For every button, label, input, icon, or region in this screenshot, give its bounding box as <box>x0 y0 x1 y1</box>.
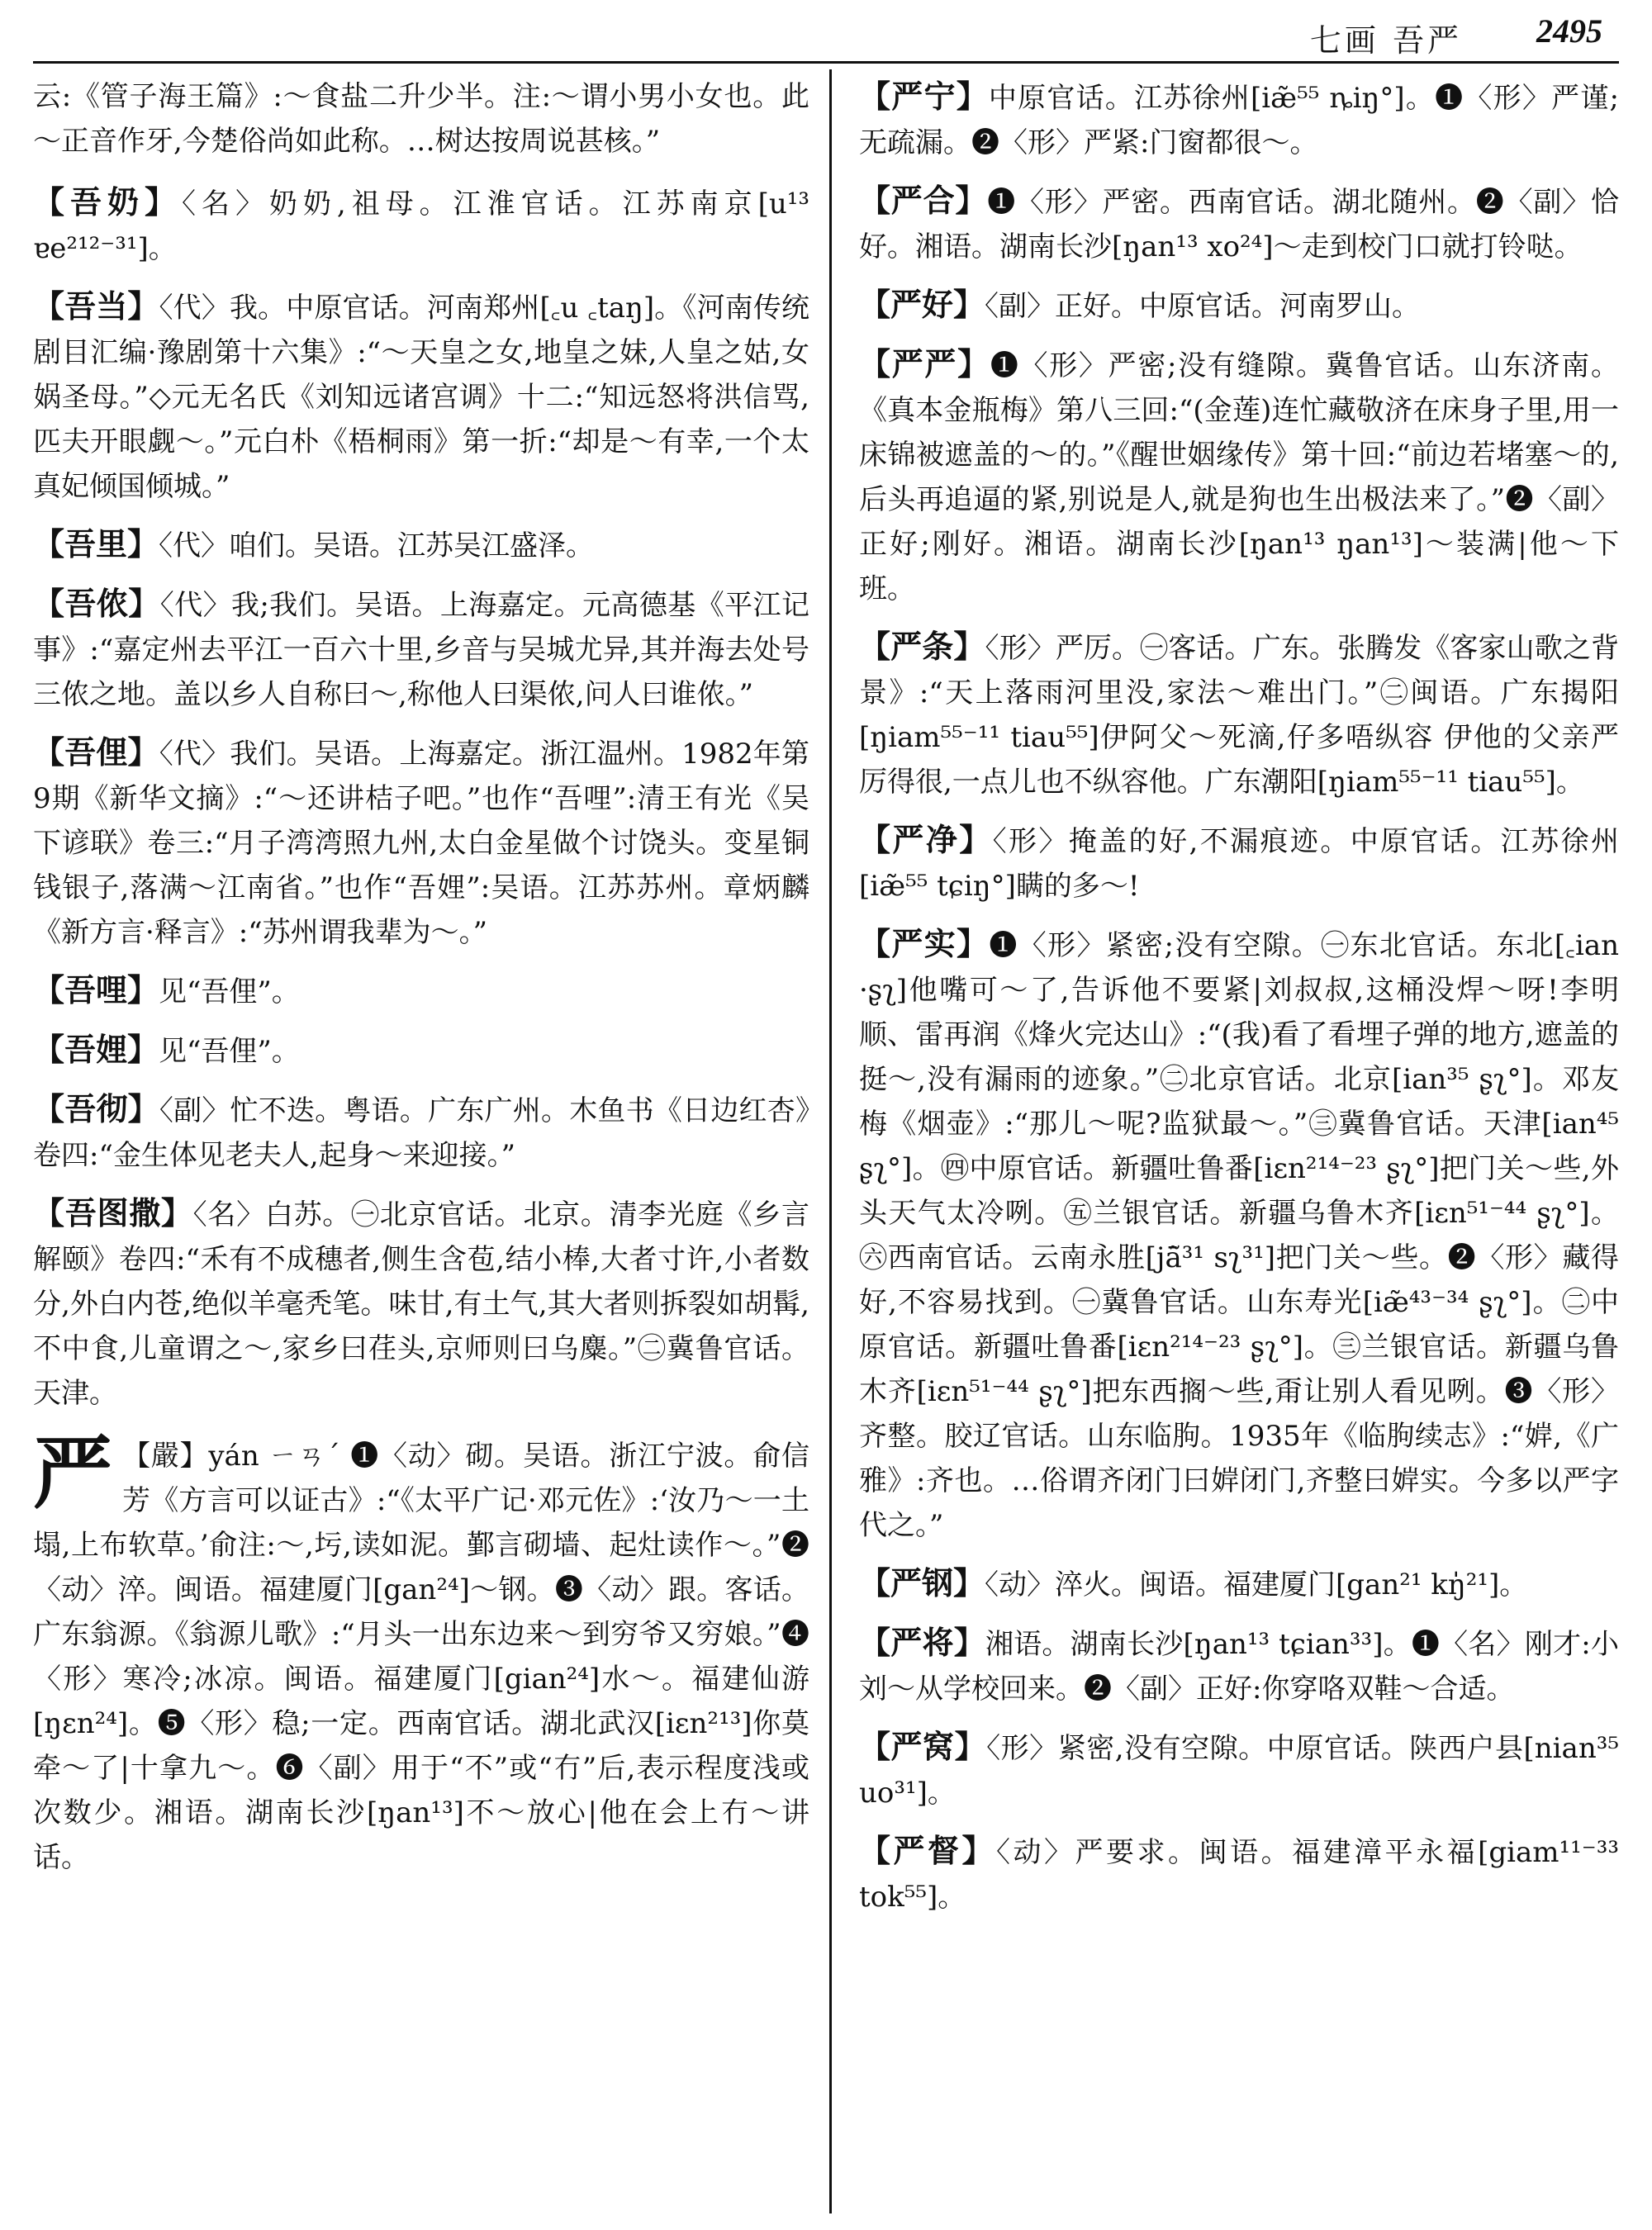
entry-headword: 【吾奶】 <box>33 183 182 221</box>
dictionary-entry <box>859 624 1619 804</box>
page-header <box>0 0 1652 66</box>
dictionary-entry <box>33 581 809 717</box>
entry-definition: 〈代〉我们。吴语。上海嘉定。浙江温州。1982年第9期《新华文摘》:“～还讲桔子吧。”也作“吾哩”:清王有光《吴下谚联》卷三:“月子湾湾照九州,太白金星做个讨饶头。变星铜钱银子,落满～江南省。”也作“吾娌”:吴语。江苏苏州。章炳麟《新方言·释言》:“苏州谓我辈为～。” <box>33 738 809 949</box>
dictionary-entry <box>859 1725 1619 1815</box>
dictionary-entry <box>859 818 1619 909</box>
dictionary-entry <box>33 180 809 271</box>
entry-definition: 〈副〉忙不迭。粤语。广东广州。木鱼书《日边红杏》卷四:“金生体见老夫人,起身～来迎接。” <box>33 1094 809 1172</box>
dictionary-entry <box>33 522 809 568</box>
entry-definition: 〈动〉淬火。闽语。福建厦门[gan²¹ kŋ̍²¹]。 <box>985 1568 1528 1601</box>
entry-definition: 〈副〉正好。中原官话。河南罗山。 <box>985 290 1421 323</box>
entry-headword: 【严合】 <box>859 182 988 219</box>
entry-definition: 见“吾俚”。 <box>159 1035 300 1068</box>
dictionary-entry <box>859 1561 1619 1607</box>
entry-headword: 【吾图撒】 <box>33 1194 193 1231</box>
dictionary-entry <box>33 284 809 509</box>
entry-headword: 【严严】 <box>859 345 990 382</box>
entry-definition: 〈形〉严厉。㊀客话。广东。张腾发《客家山歌之背景》:“天上落雨河里没,家法～难出门。”㊁闽语。广东揭阳[ŋiam⁵⁵⁻¹¹ tiau⁵⁵]伊阿父～死滴,仔多唔纵容 伊他的父亲严厉得很,一点儿也不纵容他。广东潮阳[ŋiam⁵⁵⁻¹¹ tiau⁵⁵]。 <box>859 632 1619 799</box>
entry-headword: 【严将】 <box>859 1624 985 1661</box>
entry-definition: 〈形〉紧密,没有空隙。中原官话。陕西户县[nian³⁵ uo³¹]。 <box>859 1732 1619 1810</box>
dictionary-entry <box>33 968 809 1014</box>
entry-headword: 【严好】 <box>859 286 985 323</box>
dictionary-entry <box>859 74 1619 165</box>
right-column <box>859 74 1619 1933</box>
entry-definition: 〈形〉掩盖的好,不漏痕迹。中原官话。江苏徐州[iæ̃⁵⁵ tɕiŋ°]瞒的多～! <box>859 825 1619 903</box>
entry-definition: 见“吾俚”。 <box>159 975 300 1008</box>
dictionary-entry <box>859 282 1619 329</box>
dictionary-entry <box>859 342 1619 611</box>
entry-definition: 〈代〉我;我们。吴语。上海嘉定。元高德基《平江记事》:“嘉定州去平江一百六十里,乡音与吴城尤异,其并海去处号三侬之地。盖以乡人自称曰～,称他人曰渠侬,问人曰谁侬。” <box>33 589 809 711</box>
entry-definition: ❶〈形〉严密。西南官话。湖北随州。❷〈副〉恰好。湘语。湖南长沙[ŋan¹³ xo²⁴]～走到校门口就打铃哒。 <box>859 186 1619 263</box>
dictionary-entry <box>33 730 809 955</box>
entry-definition: 〈动〉严要求。闽语。福建漳平永福[giam¹¹⁻³³ tok⁵⁵]。 <box>859 1836 1619 1914</box>
entry-definition: 〈代〉咱们。吴语。江苏吴江盛泽。 <box>159 529 595 562</box>
entry-headword: 【吾里】 <box>33 525 159 562</box>
entry-definition: 中原官话。江苏徐州[iæ̃⁵⁵ ȵiŋ°]。❶〈形〉严谨;无疏漏。❷〈形〉严紧:门窗都很～。 <box>859 82 1619 159</box>
entry-headword: 【严钢】 <box>859 1564 985 1601</box>
entry-headword: 【严实】 <box>859 925 990 962</box>
entry-headword: 【严条】 <box>859 628 985 665</box>
left-column <box>33 74 809 1893</box>
big-headword-char: 严 <box>33 1426 112 1520</box>
entry-definition: 〈名〉奶奶,祖母。江淮官话。江苏南京[u¹³ ɐe²¹²⁻³¹]。 <box>33 187 809 265</box>
entry-definition: 湘语。湖南长沙[ŋan¹³ tɕian³³]。❶〈名〉刚才:小刘～从学校回来。❷〈副〉正好:你穿咯双鞋～合适。 <box>859 1628 1619 1706</box>
running-head: 七画 吾严 <box>1309 22 1462 59</box>
entry-headword: 【吾娌】 <box>33 1031 159 1068</box>
entry-definition: 〈代〉我。中原官话。河南郑州[꜀u ꜀taŋ]。《河南传统剧目汇编·豫剧第十六集》:“～天皇之女,地皇之妹,人皇之姑,女娲圣母。”◇元无名氏《刘知远诸宫调》十二:“知远怒将洪信骂,匹夫开眼觑～。”元白朴《梧桐雨》第一折:“却是～有幸,一个太真妃倾国倾城。” <box>33 292 809 503</box>
entry-headword: 【吾侬】 <box>33 585 160 622</box>
entry-headword: 【严窝】 <box>859 1728 987 1765</box>
entry-headword: 【吾哩】 <box>33 971 159 1008</box>
entry-headword: 【吾彻】 <box>33 1090 159 1127</box>
character-entry-yan <box>33 1426 809 1880</box>
entry-headword: 【严督】 <box>859 1832 997 1869</box>
page-number: 2495 <box>1536 12 1602 50</box>
dictionary-entry <box>33 1087 809 1178</box>
dictionary-entry <box>859 1620 1619 1711</box>
entry-headword: 【严净】 <box>859 821 993 858</box>
dictionary-entry <box>33 1027 809 1074</box>
entry-headword: 【严宁】 <box>859 78 989 115</box>
dictionary-entry <box>859 922 1619 1548</box>
header-rule <box>33 61 1619 64</box>
entry-definition: ❶〈形〉紧密;没有空隙。㊀东北官话。东北[꜀ian ·ʂʅ]他嘴可～了,告诉他不要紧|刘叔叔,这桶没焊～呀!李明顺、雷再润《烽火完达山》:“(我)看了看埋子弹的地方,遮盖的挺～,没有漏雨的迹象。”㊁北京官话。北京[ian³⁵ ʂʅ°]。邓友梅《烟壶》:“那儿～呢?监狱最～。”㊂冀鲁官话。天津[ian⁴⁵ ʂʅ°]。㊃中原官话。新疆吐鲁番[iɛn²¹⁴⁻²³ ʂʅ°]把门关～些,外头天气太冷咧。㊄兰银官话。新疆乌鲁木齐[iɛn⁵¹⁻⁴⁴ ʂʅ°]。㊅西南官话。云南永胜[jā̃³¹ sʅ³¹]把门关～些。❷〈形〉藏得好,不容易找到。㊀冀鲁官话。山东寿光[iæ̃⁴³⁻³⁴ ʂʅ°]。㊁中原官话。新疆吐鲁番[iɛn²¹⁴⁻²³ ʂʅ°]。㊂兰银官话。新疆乌鲁木齐[iɛn⁵¹⁻⁴⁴ ʂʅ°]把东西搁～些,甭让别人看见咧。❸〈形〉齐整。胶辽官话。山东临朐。1935年《临朐续志》:“婩,《广雅》:齐也。…俗谓齐闭门曰婩闭门,齐整曰婩实。今多以严字代之。” <box>859 929 1619 1542</box>
dictionary-entry <box>33 1191 809 1416</box>
column-divider <box>829 69 832 2213</box>
dictionary-entry <box>859 178 1619 269</box>
character-definition: 【嚴】yán ㄧㄢˊ ❶〈动〉砌。吴语。浙江宁波。俞信芳《方言可以证古》:“《太平广记·邓元佐》:‘汝乃～一土塌,上布软草。’俞注:～,圬,读如泥。鄞言砌墙、起灶读作～。”❷〈动〉淬。闽语。福建厦门[gan²⁴]～钢。❸〈动〉跟。客话。广东翁源。《翁源儿歌》:“月头一出东边来～到穷爷又穷娘。”❹〈形〉寒冷;冰凉。闽语。福建厦门[gian²⁴]水～。福建仙游[ŋɛn²⁴]。❺〈形〉稳;一定。西南官话。湖北武汉[iɛn²¹³]你莫牵～了|十拿九～。❻〈副〉用于“不”或“冇”后,表示程度浅或次数少。湘语。湖南长沙[ŋan¹³]不～放心|他在会上冇～讲话。 <box>33 1440 809 1874</box>
entry-continuation: 云:《管子海王篇》:～食盐二升少半。注:～谓小男小女也。此～正音作牙,今楚俗尚如此称。…树达按周说甚核。” <box>33 80 809 158</box>
entry-headword: 【吾当】 <box>33 287 159 325</box>
entry-definition: 〈名〉白苏。㊀北京官话。北京。清李光庭《乡言解颐》卷四:“禾有不成穗者,侧生含苞,结小棒,大者寸许,小者数分,外白内苍,绝似羊毫秃笔。味甘,有土气,其大者则拆裂如胡髯,不中食,儿童谓之～,家乡曰荏头,京师则曰乌麋。”㊁冀鲁官话。天津。 <box>33 1198 809 1410</box>
dictionary-entry <box>859 1829 1619 1919</box>
entry-definition: ❶〈形〉严密;没有缝隙。冀鲁官话。山东济南。《真本金瓶梅》第八三回:“(金莲)连忙藏敬济在床身子里,用一床锦被遮盖的～的。”《醒世姻缘传》第十回:“前边若堵塞～的,后头再追逼的紧,别说是人,就是狗也生出极法来了。”❷〈副〉正好;刚好。湘语。湖南长沙[ŋan¹³ ŋan¹³]～装满|他～下班。 <box>859 349 1620 605</box>
entry-headword: 【吾俚】 <box>33 733 159 771</box>
